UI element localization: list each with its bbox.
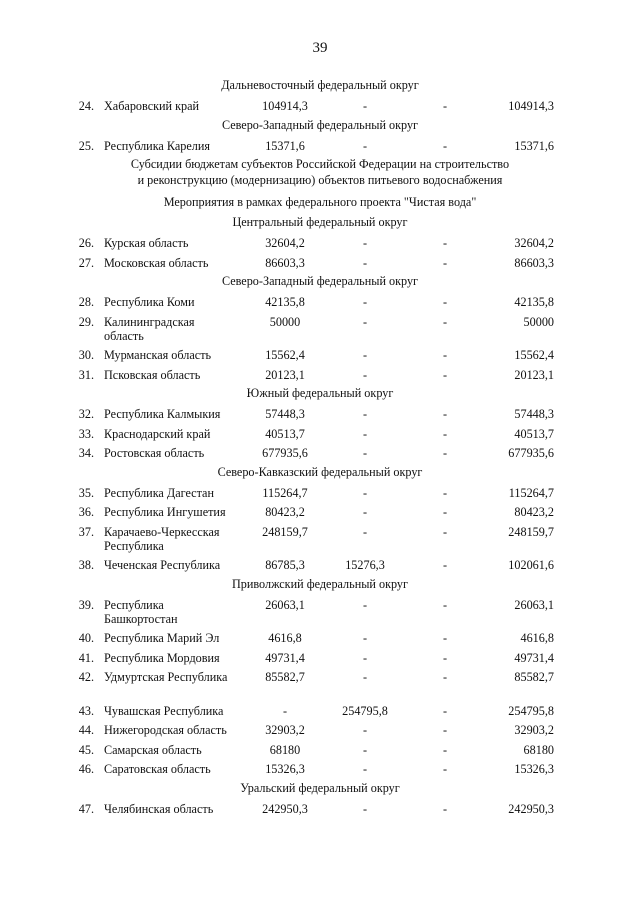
row-number: 26. bbox=[78, 236, 94, 250]
row-number: 41. bbox=[78, 650, 94, 665]
region-name: Курская область bbox=[104, 236, 189, 250]
value-col-3: - bbox=[442, 348, 448, 362]
value-col-3: - bbox=[442, 723, 448, 737]
value-col-1: 40513,7 bbox=[265, 426, 305, 441]
table-row bbox=[0, 667, 640, 701]
value-col-3: - bbox=[442, 446, 448, 460]
subsidy-table bbox=[0, 76, 640, 818]
region-name: Республика Мордовия bbox=[104, 650, 220, 665]
value-col-2: - bbox=[362, 631, 368, 645]
value-col-1: 248159,7 bbox=[262, 524, 308, 539]
row-number: 45. bbox=[78, 742, 94, 757]
table-row bbox=[0, 555, 640, 575]
row-number: 27. bbox=[78, 255, 94, 270]
total-value: 20123,1 bbox=[514, 367, 554, 382]
table-row bbox=[0, 136, 640, 156]
region-name: Республика Дагестан bbox=[104, 485, 214, 500]
value-col-2: - bbox=[362, 236, 368, 250]
value-col-2: - bbox=[362, 762, 368, 776]
table-row bbox=[0, 522, 640, 556]
value-col-3: - bbox=[442, 762, 448, 776]
section-heading: Дальневосточный федеральный округ bbox=[221, 78, 419, 92]
value-col-3: - bbox=[442, 426, 448, 441]
row-number: 36. bbox=[78, 505, 94, 519]
total-value: 49731,4 bbox=[514, 650, 554, 665]
total-value: 102061,6 bbox=[508, 558, 554, 572]
row-number: 25. bbox=[78, 138, 94, 153]
section-heading-line: и реконструкцию (модернизацию) объектов питьевого водоснабжения bbox=[137, 173, 503, 187]
value-col-2: - bbox=[362, 524, 368, 539]
value-col-3: - bbox=[442, 703, 448, 718]
page-number: 39 bbox=[312, 40, 328, 56]
section-heading: Центральный федеральный округ bbox=[232, 215, 408, 229]
value-col-2: - bbox=[362, 650, 368, 665]
total-value: 115264,7 bbox=[508, 485, 554, 500]
value-col-3: - bbox=[442, 255, 448, 270]
value-col-2: - bbox=[362, 367, 368, 382]
value-col-1: 15562,4 bbox=[265, 348, 305, 362]
region-name: Мурманская область bbox=[104, 348, 212, 362]
value-col-3: - bbox=[442, 99, 448, 113]
section-heading: Приволжский федеральный округ bbox=[231, 576, 409, 591]
total-value: 86603,3 bbox=[514, 255, 554, 270]
value-col-1: 15326,3 bbox=[265, 762, 305, 776]
value-col-3: - bbox=[442, 505, 448, 519]
row-number: 42. bbox=[78, 670, 94, 684]
value-col-3: - bbox=[442, 138, 448, 153]
section-heading: Северо-Западный федеральный округ bbox=[221, 117, 419, 132]
total-value: 32604,2 bbox=[514, 236, 554, 250]
region-name: Республика Ингушетия bbox=[104, 505, 226, 519]
value-col-1: 4616,8 bbox=[268, 631, 302, 645]
region-name: Хабаровский край bbox=[104, 99, 200, 113]
value-col-1: 57448,3 bbox=[265, 407, 305, 421]
total-value: 50000 bbox=[523, 314, 554, 329]
total-value: 68180 bbox=[523, 742, 554, 757]
value-col-3: - bbox=[442, 236, 448, 250]
value-col-3: - bbox=[442, 631, 448, 645]
region-name: Республика Башкортостан bbox=[104, 597, 178, 626]
total-value: 57448,3 bbox=[514, 407, 554, 421]
region-name: Чеченская Республика bbox=[104, 558, 221, 572]
table-row bbox=[0, 424, 640, 444]
value-col-3: - bbox=[442, 314, 448, 329]
value-col-3: - bbox=[442, 597, 448, 612]
row-number: 30. bbox=[78, 348, 94, 362]
row-number: 46. bbox=[78, 762, 94, 776]
row-number: 43. bbox=[78, 703, 94, 718]
total-value: 104914,3 bbox=[508, 99, 554, 113]
row-number: 37. bbox=[78, 524, 94, 539]
total-value: 26063,1 bbox=[514, 597, 554, 612]
table-row bbox=[0, 253, 640, 273]
region-name: Самарская область bbox=[104, 742, 202, 757]
value-col-3: - bbox=[442, 742, 448, 757]
value-col-1: 85582,7 bbox=[265, 670, 305, 684]
table-row bbox=[0, 799, 640, 819]
region-name: Московская область bbox=[104, 255, 209, 270]
total-value: 15562,4 bbox=[514, 348, 554, 362]
value-col-1: - bbox=[282, 703, 288, 718]
value-col-2: - bbox=[362, 723, 368, 737]
value-col-1: 26063,1 bbox=[265, 597, 305, 612]
value-col-3: - bbox=[442, 367, 448, 382]
total-value: 80423,2 bbox=[514, 505, 554, 519]
section-heading: Северо-Западный федеральный округ bbox=[221, 274, 419, 288]
region-name: Республика Калмыкия bbox=[104, 407, 221, 421]
row-number: 29. bbox=[78, 314, 94, 329]
section-heading: Южный федеральный округ bbox=[246, 386, 394, 400]
value-col-1: 104914,3 bbox=[262, 99, 308, 113]
value-col-1: 115264,7 bbox=[262, 485, 308, 500]
region-name: Чувашская Республика bbox=[104, 703, 224, 718]
table-row bbox=[0, 345, 640, 365]
value-col-1: 80423,2 bbox=[265, 505, 305, 519]
value-col-3: - bbox=[442, 407, 448, 421]
table-row bbox=[0, 233, 640, 253]
total-value: 32903,2 bbox=[514, 723, 554, 737]
region-name: Ростовская область bbox=[104, 446, 205, 460]
total-value: 242950,3 bbox=[508, 801, 554, 816]
table-row bbox=[0, 312, 640, 346]
row-number: 40. bbox=[78, 631, 94, 645]
value-col-1: 86603,3 bbox=[265, 255, 305, 270]
total-value: 254795,8 bbox=[508, 703, 554, 718]
total-value: 677935,6 bbox=[508, 446, 554, 460]
value-col-2: - bbox=[362, 99, 368, 113]
row-number: 32. bbox=[78, 407, 94, 421]
row-number: 28. bbox=[78, 295, 94, 309]
region-name: Краснодарский край bbox=[104, 426, 211, 441]
value-col-1: 15371,6 bbox=[265, 138, 305, 153]
value-col-1: 242950,3 bbox=[262, 801, 308, 816]
region-name: Республика Карелия bbox=[104, 138, 210, 153]
section-heading: Северо-Кавказский федеральный округ bbox=[217, 464, 423, 479]
row-number: 39. bbox=[78, 597, 94, 612]
value-col-2: - bbox=[362, 485, 368, 500]
table-row bbox=[0, 292, 640, 312]
value-col-3: - bbox=[442, 558, 448, 572]
row-number: 31. bbox=[78, 367, 94, 382]
region-name: Республика Марий Эл bbox=[104, 631, 220, 645]
table-row bbox=[0, 502, 640, 522]
value-col-2: - bbox=[362, 742, 368, 757]
value-col-3: - bbox=[442, 650, 448, 665]
table-row bbox=[0, 404, 640, 424]
value-col-2: - bbox=[362, 801, 368, 816]
region-name: Псковская область bbox=[104, 367, 201, 382]
total-value: 4616,8 bbox=[520, 631, 554, 645]
value-col-2: - bbox=[362, 505, 368, 519]
table-row bbox=[0, 628, 640, 648]
value-col-2: - bbox=[362, 138, 368, 153]
value-col-2: - bbox=[362, 446, 368, 460]
region-name: Калининградская область bbox=[104, 314, 195, 343]
value-col-2: - bbox=[362, 670, 368, 684]
region-name: Саратовская область bbox=[104, 762, 211, 776]
table-row bbox=[0, 759, 640, 779]
value-col-2: - bbox=[362, 426, 368, 441]
row-number: 24. bbox=[78, 99, 94, 113]
region-name: Челябинская область bbox=[104, 801, 214, 816]
total-value: 248159,7 bbox=[508, 524, 554, 539]
table-row bbox=[0, 595, 640, 629]
table-row bbox=[0, 443, 640, 463]
value-col-3: - bbox=[442, 295, 448, 309]
region-name: Республика Коми bbox=[104, 295, 195, 309]
total-value: 42135,8 bbox=[514, 295, 554, 309]
row-number: 38. bbox=[78, 558, 94, 572]
value-col-1: 32903,2 bbox=[265, 723, 305, 737]
total-value: 40513,7 bbox=[514, 426, 554, 441]
value-col-1: 86785,3 bbox=[265, 558, 305, 572]
value-col-1: 20123,1 bbox=[265, 367, 305, 382]
value-col-2: - bbox=[362, 597, 368, 612]
value-col-1: 68180 bbox=[269, 742, 301, 757]
row-number: 44. bbox=[78, 723, 94, 737]
table-row bbox=[0, 740, 640, 760]
row-number: 47. bbox=[78, 801, 94, 816]
region-name: Нижегородская область bbox=[104, 723, 227, 737]
value-col-1: 32604,2 bbox=[265, 236, 305, 250]
value-col-2: - bbox=[362, 348, 368, 362]
section-heading-line: Субсидии бюджетам субъектов Российской Федерации на строительство bbox=[130, 157, 510, 171]
total-value: 15326,3 bbox=[514, 762, 554, 776]
value-col-3: - bbox=[442, 485, 448, 500]
row-number: 35. bbox=[78, 485, 94, 500]
value-col-3: - bbox=[442, 524, 448, 539]
row-number: 33. bbox=[78, 426, 94, 441]
total-value: 15371,6 bbox=[514, 138, 554, 153]
value-col-3: - bbox=[442, 801, 448, 816]
value-col-2: - bbox=[362, 255, 368, 270]
value-col-2: 15276,3 bbox=[345, 558, 385, 572]
table-row bbox=[0, 365, 640, 385]
section-heading: Уральский федеральный округ bbox=[240, 780, 400, 795]
section-heading bbox=[0, 155, 640, 193]
section-heading: Мероприятия в рамках федерального проекта "Чистая вода" bbox=[163, 195, 477, 209]
row-number: 34. bbox=[78, 446, 94, 460]
table-row bbox=[0, 701, 640, 721]
value-col-1: 49731,4 bbox=[265, 650, 305, 665]
total-value: 85582,7 bbox=[514, 670, 554, 684]
value-col-1: 677935,6 bbox=[262, 446, 308, 460]
value-col-2: 254795,8 bbox=[342, 703, 388, 718]
value-col-1: 50000 bbox=[269, 314, 301, 329]
table-row bbox=[0, 648, 640, 668]
region-name: Удмуртская Республика bbox=[104, 670, 228, 684]
value-col-2: - bbox=[362, 407, 368, 421]
value-col-3: - bbox=[442, 670, 448, 684]
table-row bbox=[0, 720, 640, 740]
value-col-1: 42135,8 bbox=[265, 295, 305, 309]
value-col-2: - bbox=[362, 314, 368, 329]
value-col-2: - bbox=[362, 295, 368, 309]
table-row bbox=[0, 96, 640, 116]
region-name: Карачаево-Черкесская Республика bbox=[104, 524, 220, 553]
table-row bbox=[0, 483, 640, 503]
